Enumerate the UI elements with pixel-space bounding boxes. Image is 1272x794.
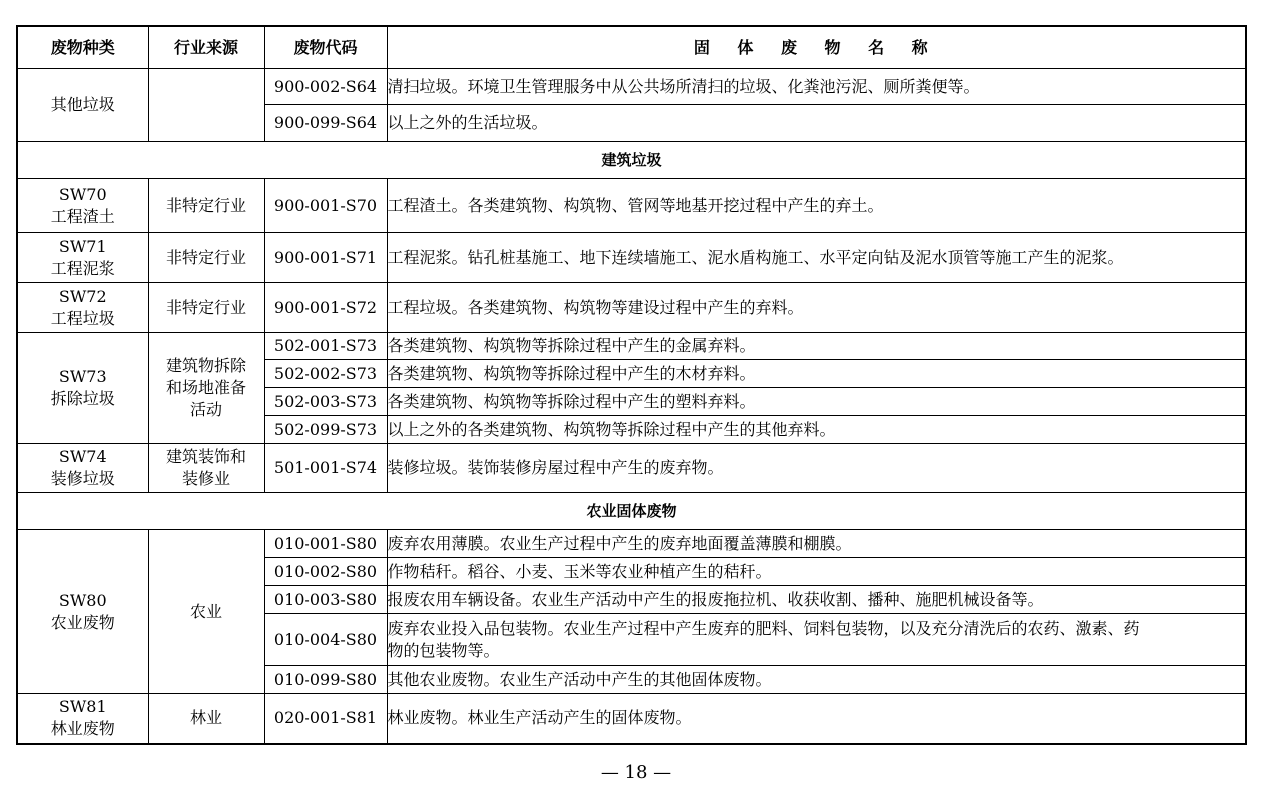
table-row [17, 444, 1246, 493]
code-cell: 010-003-S80 [264, 586, 387, 614]
name-cell: 以上之外的生活垃圾。 [387, 105, 1246, 142]
code-cell: 900-099-S64 [264, 105, 387, 142]
header-industry: 行业来源 [148, 26, 264, 69]
name-cell: 各类建筑物、构筑物等拆除过程中产生的木材弃料。 [387, 360, 1246, 388]
section-title: 农业固体废物 [17, 493, 1246, 530]
header-code: 废物代码 [264, 26, 387, 69]
category-cell: SW72 工程垃圾 [17, 283, 148, 333]
section-row-construction [17, 142, 1246, 179]
name-cell: 作物秸秆。稻谷、小麦、玉米等农业种植产生的秸秆。 [387, 558, 1246, 586]
header-name: 固 体 废 物 名 称 [387, 26, 1246, 69]
category-cell: SW80 农业废物 [17, 530, 148, 694]
industry-cell: 非特定行业 [148, 283, 264, 333]
name-cell: 工程泥浆。钻孔桩基施工、地下连续墙施工、泥水盾构施工、水平定向钻及泥水顶管等施工产生的泥浆。 [387, 233, 1246, 283]
table-row [17, 69, 1246, 105]
code-cell: 900-001-S70 [264, 179, 387, 233]
name-cell: 以上之外的各类建筑物、构筑物等拆除过程中产生的其他弃料。 [387, 416, 1246, 444]
code-cell: 502-001-S73 [264, 333, 387, 360]
industry-cell [148, 69, 264, 142]
table-row [17, 694, 1246, 744]
code-cell: 502-099-S73 [264, 416, 387, 444]
name-cell: 工程垃圾。各类建筑物、构筑物等建设过程中产生的弃料。 [387, 283, 1246, 333]
category-cell: 其他垃圾 [17, 69, 148, 142]
table-row [17, 233, 1246, 283]
name-cell: 各类建筑物、构筑物等拆除过程中产生的塑料弃料。 [387, 388, 1246, 416]
table-header-row [17, 26, 1246, 69]
category-cell: SW73 拆除垃圾 [17, 333, 148, 444]
category-cell: SW81 林业废物 [17, 694, 148, 744]
code-cell: 900-001-S72 [264, 283, 387, 333]
page-number: — 18 — [600, 762, 672, 783]
table-row [17, 333, 1246, 360]
name-cell: 清扫垃圾。环境卫生管理服务中从公共场所清扫的垃圾、化粪池污泥、厕所粪便等。 [387, 69, 1246, 105]
code-cell: 502-003-S73 [264, 388, 387, 416]
category-cell: SW70 工程渣土 [17, 179, 148, 233]
category-cell: SW74 装修垃圾 [17, 444, 148, 493]
name-cell: 装修垃圾。装饰装修房屋过程中产生的废弃物。 [387, 444, 1246, 493]
name-cell: 废弃农用薄膜。农业生产过程中产生的废弃地面覆盖薄膜和棚膜。 [387, 530, 1246, 558]
code-cell: 501-001-S74 [264, 444, 387, 493]
section-row-agri [17, 493, 1246, 530]
industry-cell: 建筑物拆除 和场地准备 活动 [148, 333, 264, 444]
code-cell: 010-099-S80 [264, 666, 387, 694]
code-cell: 010-001-S80 [264, 530, 387, 558]
name-cell: 林业废物。林业生产活动产生的固体废物。 [387, 694, 1246, 744]
table-row [17, 530, 1246, 558]
name-cell: 各类建筑物、构筑物等拆除过程中产生的金属弃料。 [387, 333, 1246, 360]
industry-cell: 农业 [148, 530, 264, 694]
category-cell: SW71 工程泥浆 [17, 233, 148, 283]
industry-cell: 建筑装饰和 装修业 [148, 444, 264, 493]
section-title: 建筑垃圾 [17, 142, 1246, 179]
table-row [17, 283, 1246, 333]
code-cell: 010-004-S80 [264, 614, 387, 666]
code-cell: 502-002-S73 [264, 360, 387, 388]
industry-cell: 林业 [148, 694, 264, 744]
industry-cell: 非特定行业 [148, 179, 264, 233]
name-cell: 其他农业废物。农业生产活动中产生的其他固体废物。 [387, 666, 1246, 694]
code-cell: 900-001-S71 [264, 233, 387, 283]
code-cell: 020-001-S81 [264, 694, 387, 744]
waste-classification-table [16, 25, 1247, 745]
header-category: 废物种类 [17, 26, 148, 69]
table-row [17, 179, 1246, 233]
code-cell: 900-002-S64 [264, 69, 387, 105]
name-cell: 报废农用车辆设备。农业生产活动中产生的报废拖拉机、收获收割、播种、施肥机械设备等。 [387, 586, 1246, 614]
name-cell: 废弃农业投入品包装物。农业生产过程中产生废弃的肥料、饲料包装物，以及充分清洗后的农药、激素、药 物的包装物等。 [387, 614, 1246, 666]
industry-cell: 非特定行业 [148, 233, 264, 283]
code-cell: 010-002-S80 [264, 558, 387, 586]
name-cell: 工程渣土。各类建筑物、构筑物、管网等地基开挖过程中产生的弃土。 [387, 179, 1246, 233]
